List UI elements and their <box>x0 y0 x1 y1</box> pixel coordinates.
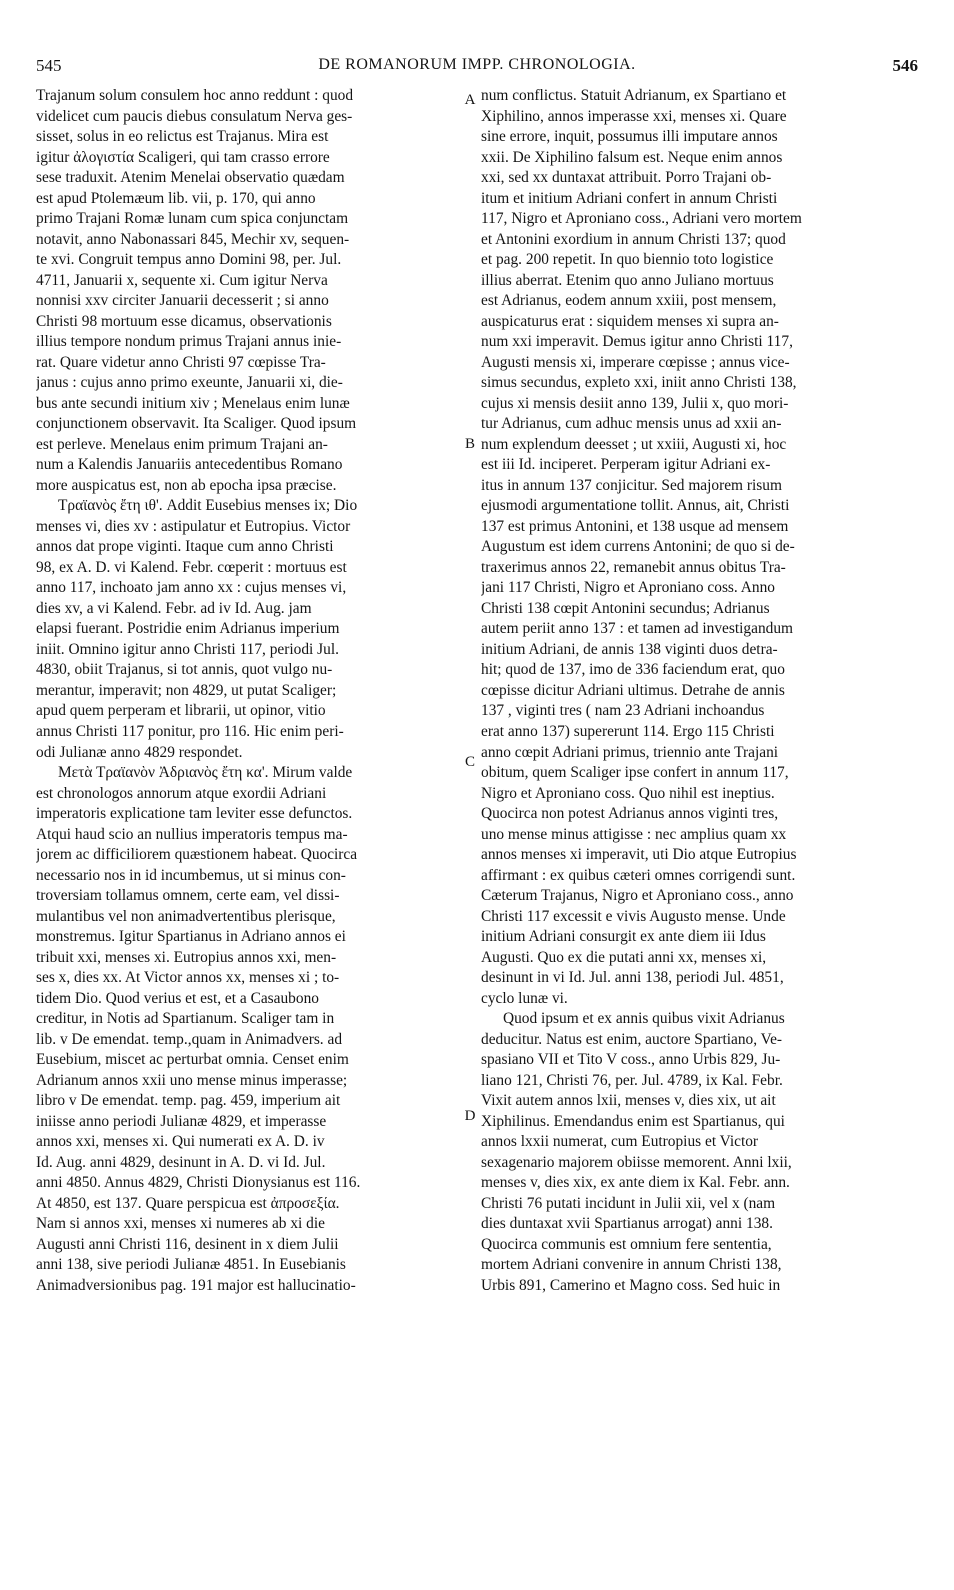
text-line: annus Christi 117 ponitur, pro 116. Hic enim peri- <box>36 722 344 740</box>
text-line: mulantibus vel non animadvertentibus plerisque, <box>36 907 336 925</box>
text-line: num xxi imperavit. Demus igitur anno Christi 117, <box>481 333 793 351</box>
text-line: simus secundus, expleto xxi, iniit anno Christi 138, <box>481 374 797 392</box>
page-number-left: 545 <box>36 56 62 75</box>
running-header <box>36 56 918 80</box>
text-line: anni 4850. Annus 4829, Christi Dionysianus est 116. <box>36 1174 361 1192</box>
text-line: igitur ἀλογιστία Scaligeri, qui tam crasso errore <box>36 148 330 166</box>
text-line: sexagenario majorem obiisse memorent. Anni lxii, <box>481 1153 792 1171</box>
margin-letter-c: C <box>464 754 475 770</box>
text-line: annos xxi, menses xi. Qui numerati ex A. D. iv <box>36 1133 325 1151</box>
text-line: anno cœpit Adriani primus, triennio ante Trajani <box>481 743 779 761</box>
text-line: Eusebium, miscet ac perturbat omnia. Censet enim <box>36 1051 349 1069</box>
text-line: Xiphilinus. Emendandus enim est Spartianus, qui <box>481 1112 785 1130</box>
text-line: rat. Quare videtur anno Christi 97 cœpisse Tra- <box>36 353 326 371</box>
text-line: videlicet cum paucis diebus consulatum Nerva ges- <box>36 107 353 125</box>
text-line: anno 117, inchoato jam anno xx : cujus menses vi, <box>36 579 347 597</box>
text-line: Quocirca non potest Adrianus annos viginti tres, <box>481 805 779 823</box>
margin-markers <box>461 86 479 1126</box>
text-line: spasiano VII et Tito V coss., anno Urbis 829, Ju- <box>481 1051 781 1069</box>
text-line: iniisse anno periodi Julianæ 4829, et imperasse <box>36 1112 327 1130</box>
text-line: Augusti anni Christi 116, desinent in x diem Julii <box>36 1235 339 1253</box>
text-line: num conflictus. Statuit Adrianum, ex Spartiano et <box>481 87 787 104</box>
text-line: cœpisse dicitur Adriani ultimus. Detrahe de annis <box>481 681 785 699</box>
text-line: Christi 98 mortuum esse dicamus, observationis <box>36 312 332 330</box>
text-line: dies duntaxat xvii Spartianus arrogat) anni 138. <box>481 1215 773 1233</box>
text-line: iniit. Omnino igitur anno Christi 117, periodi Jul. <box>36 640 339 658</box>
text-line: annos dat prope viginti. Itaque cum anno Christi <box>36 538 334 556</box>
text-line: At 4850, est 137. Quare perspicua est ἀπροσεξία. <box>36 1194 340 1212</box>
text-line: Id. Aug. anni 4829, desinunt in A. D. vi Id. Jul. <box>36 1153 326 1171</box>
text-line: dies xv, a vi Kalend. Febr. ad iv Id. Aug. jam <box>36 599 312 617</box>
left-column <box>36 86 461 1296</box>
text-line: libro v De emendat. temp. pag. 459, imperium ait <box>36 1092 341 1110</box>
text-line: tidem Dio. Quod verius et est, et a Casaubono <box>36 989 319 1007</box>
text-line: Nam si annos xxi, menses xi numeres ab xi die <box>36 1215 325 1233</box>
text-line: odi Julianæ anno 4829 respondet. <box>36 743 243 761</box>
text-line: conjunctionem observavit. Ita Scaliger. Quod ipsum <box>36 415 357 433</box>
text-line: illius tempore nondum primus Trajani annus inie- <box>36 333 342 351</box>
text-line: 4711, Januarii x, sequente xi. Cum igitur Nerva <box>36 271 328 289</box>
text-line: est Adrianus, eodem annum xxiii, post mensem, <box>481 292 777 310</box>
text-line: 4830, obiit Trajanus, si tot annis, quot vulgo nu- <box>36 661 333 679</box>
text-line: hit; quod de 137, imo de 336 faciendum erat, quo <box>481 661 785 679</box>
text-line: liano 121, Christi 76, per. Jul. 4789, ix Kal. Febr. <box>481 1071 783 1089</box>
text-line: traxerimus annos 22, remanebit annus obitus Tra- <box>481 558 786 576</box>
text-line: uno mense minus attigisse : nec amplius quam xx <box>481 825 787 843</box>
text-line: cujus xi mensis desiit anno 139, Julii x, quo mori- <box>481 394 789 412</box>
text-line: merantur, imperavit; non 4829, ut putat Scaliger; <box>36 681 337 699</box>
text-line: Nigro et Aproniano coss. Quo nihil est ineptius. <box>481 784 775 802</box>
text-line: sisset, solus in eo relictus est Trajanus. Mira est <box>36 128 329 146</box>
text-line: num a Kalendis Januariis antecedentibus Romano <box>36 456 343 474</box>
page-number-right: 546 <box>892 56 918 75</box>
text-line: notavit, anno Nabonassari 845, Mechir xv, sequen- <box>36 230 350 248</box>
text-line: jani 117 Christi, Nigro et Aproniano coss. Anno <box>481 579 775 597</box>
text-line: Trajanum solum consulem hoc anno reddunt : quod <box>36 87 354 104</box>
text-line: initium Adriani, de annis 138 viginti duos detra- <box>481 640 778 658</box>
text-line: erat anno 137) supererunt 114. Ergo 115 Christi <box>481 722 775 740</box>
text-line: est iii Id. inciperet. Perperam igitur Adriani ex- <box>481 456 771 474</box>
text-line: 98, ex A. D. vi Kalend. Febr. cœperit : mortuus est <box>36 558 347 576</box>
text-line: est apud Ptolemæum lib. vii, p. 170, qui anno <box>36 189 316 207</box>
text-line: illius aberrat. Etenim quo anno Juliano mortuus <box>481 271 774 289</box>
text-line: Animadversionibus pag. 191 major est hallucinatio- <box>36 1276 356 1294</box>
text-line: itum et initium Adriani confert in annum Christi <box>481 189 778 207</box>
text-line: tur Adrianus, cum adhuc mensis unus ad xxii an- <box>481 415 782 433</box>
text-line: 137 est primus Antonini, et 138 usque ad mensem <box>481 517 789 535</box>
text-line: more auspicatus est, non ab epocha ipsa præcise. <box>36 476 337 494</box>
text-line: xxi, sed xx duntaxat attribuit. Porro Trajani ob- <box>481 169 772 187</box>
text-line: creditur, in Notis ad Spartianum. Scaliger tam in <box>36 1010 335 1028</box>
text-line: Quod ipsum et ex annis quibus vixit Adrianus <box>503 1010 785 1028</box>
text-line: mortem Adriani convenire in annum Christi 138, <box>481 1256 782 1274</box>
text-line: et Antonini exordium in annum Christi 137; quod <box>481 230 786 248</box>
text-line: ses x, dies xx. At Victor annos xx, menses xi ; to- <box>36 969 340 987</box>
text-line: necessario nos in id incumbemus, ut si minus con- <box>36 866 346 884</box>
text-line: Μετὰ Τραϊανὸν Ἀδριανὸς ἔτη κα'. Mirum valde <box>58 764 353 782</box>
text-line: Christi 117 excessit e vivis Augusto mense. Unde <box>481 907 786 925</box>
text-line: annos lxxii numerat, cum Eutropius et Victor <box>481 1133 759 1151</box>
text-line: monstremus. Igitur Spartianus in Adriano annos ei <box>36 928 346 946</box>
text-line: xxii. De Xiphilino falsum est. Neque enim annos <box>481 148 783 166</box>
text-line: Augustum est idem currens Antonini; de quo si de- <box>481 538 795 556</box>
text-line: affirmant : ex quibus cæteri omnes corrigendi sunt. <box>481 866 796 884</box>
text-line: Augusti. Quo ex die putati anni xx, menses xi, <box>481 948 767 966</box>
text-line: primo Trajani Romæ lunam cum spica conjunctam <box>36 210 349 228</box>
text-line: annos menses xi imperavit, uti Dio atque Eutropius <box>481 846 797 864</box>
text-line: Vixit autem annos lxii, menses v, dies xix, ut ait <box>481 1092 776 1110</box>
text-line: menses vi, dies xv : astipulatur et Eutropius. Victor <box>36 517 351 535</box>
text-line: initium Adriani consurgit ex ante diem iii Idus <box>481 928 766 946</box>
text-line: Τραϊανὸς ἔτη ιθ'. Addit Eusebius menses ix; Dio <box>58 497 358 515</box>
text-line: menses v, dies xix, ex ante diem ix Kal. Febr. ann. <box>481 1174 790 1192</box>
text-line: cyclo lunæ vi. <box>481 989 568 1007</box>
text-line: autem periit anno 137 : et tamen ad investigandum <box>481 620 794 638</box>
text-line: desinunt in vi Id. Jul. anni 138, periodi Jul. 4851, <box>481 969 784 987</box>
text-line: jorem ac difficiliorem quæstionem habeat. Quocirca <box>36 846 358 864</box>
text-line: Christi 138 cœpit Antonini secundus; Adrianus <box>481 599 770 617</box>
text-line: ejusmodi argumentatione tollit. Annus, ait, Christi <box>481 497 790 515</box>
margin-letter-d: D <box>464 1108 476 1124</box>
text-line: anni 138, sive periodi Julianæ 4851. In Eusebianis <box>36 1256 346 1274</box>
text-line: elapsi fuerant. Postridie enim Adrianus imperium <box>36 620 340 638</box>
right-column <box>481 86 906 1296</box>
text-line: nonnisi xxv circiter Januarii decesserit ; si anno <box>36 292 329 310</box>
text-line: sese traduxit. Atenim Menelai observatio quædam <box>36 169 345 187</box>
text-line: Christi 76 putati incidunt in Julii xii, vel x (nam <box>481 1194 776 1212</box>
text-line: est perleve. Menelaus enim primum Trajani an- <box>36 435 328 453</box>
text-line: est chronologos annorum atque exordii Adriani <box>36 784 327 802</box>
text-line: obitum, quem Scaliger ipse confert in annum 117, <box>481 764 789 782</box>
text-line: Cæterum Trajanus, Nigro et Aproniano coss., anno <box>481 887 794 905</box>
text-line: deducitur. Natus est enim, auctore Spartiano, Ve- <box>481 1030 783 1048</box>
running-title: DE ROMANORUM IMPP. CHRONOLOGIA. <box>318 56 636 73</box>
text-line: troversiam tollamus omnem, certe eam, vel dissi- <box>36 887 340 905</box>
text-line: Quocirca communis est omnium fere sententia, <box>481 1235 772 1253</box>
text-line: num explendum deesset ; ut xxiii, Augusti xi, hoc <box>481 435 787 453</box>
margin-letter-a: A <box>464 92 476 108</box>
text-line: et pag. 200 repetit. In quo biennio toto logistice <box>481 251 774 269</box>
text-line: 117, Nigro et Aproniano coss., Adriani vero mortem <box>481 210 802 228</box>
margin-letter-b: B <box>464 436 475 452</box>
text-line: itus in annum 137 conjicitur. Sed majorem risum <box>481 476 782 494</box>
text-line: te xvi. Congruit tempus anno Domini 98, per. Jul. <box>36 251 342 269</box>
text-line: Augusti mensis xi, imperare cœpisse ; annus vice- <box>481 353 790 371</box>
text-line: tribuit xxi, menses xi. Eutropius annos xxi, men- <box>36 948 337 966</box>
text-line: 137 , viginti tres ( nam 23 Adriani inchoandus <box>481 702 765 720</box>
text-line: Adrianum annos xxii uno mense minus imperasse; <box>36 1071 348 1089</box>
text-line: bus ante secundi initium xiv ; Menelaus enim lunæ <box>36 394 350 412</box>
text-line: imperatoris explicatione tam leviter esse defunctos. <box>36 805 353 823</box>
text-line: Xiphilino, annos imperasse xxi, menses xi. Quare <box>481 107 787 125</box>
text-line: apud quem perperam et librarii, ut opinor, vitio <box>36 702 326 720</box>
text-line: Atqui haud scio an nullius imperatoris tempus ma- <box>36 825 348 843</box>
text-line: lib. v De emendat. temp.,quam in Animadvers. ad <box>36 1030 343 1048</box>
text-line: janus : cujus anno primo exeunte, Januarii xi, die- <box>36 374 343 392</box>
text-line: auspicaturus erat : siquidem menses xi supra an- <box>481 312 779 330</box>
text-line: Urbis 891, Camerino et Magno coss. Sed huic in <box>481 1276 781 1294</box>
text-line: sine errore, inquit, possumus illi imputare annos <box>481 128 778 146</box>
